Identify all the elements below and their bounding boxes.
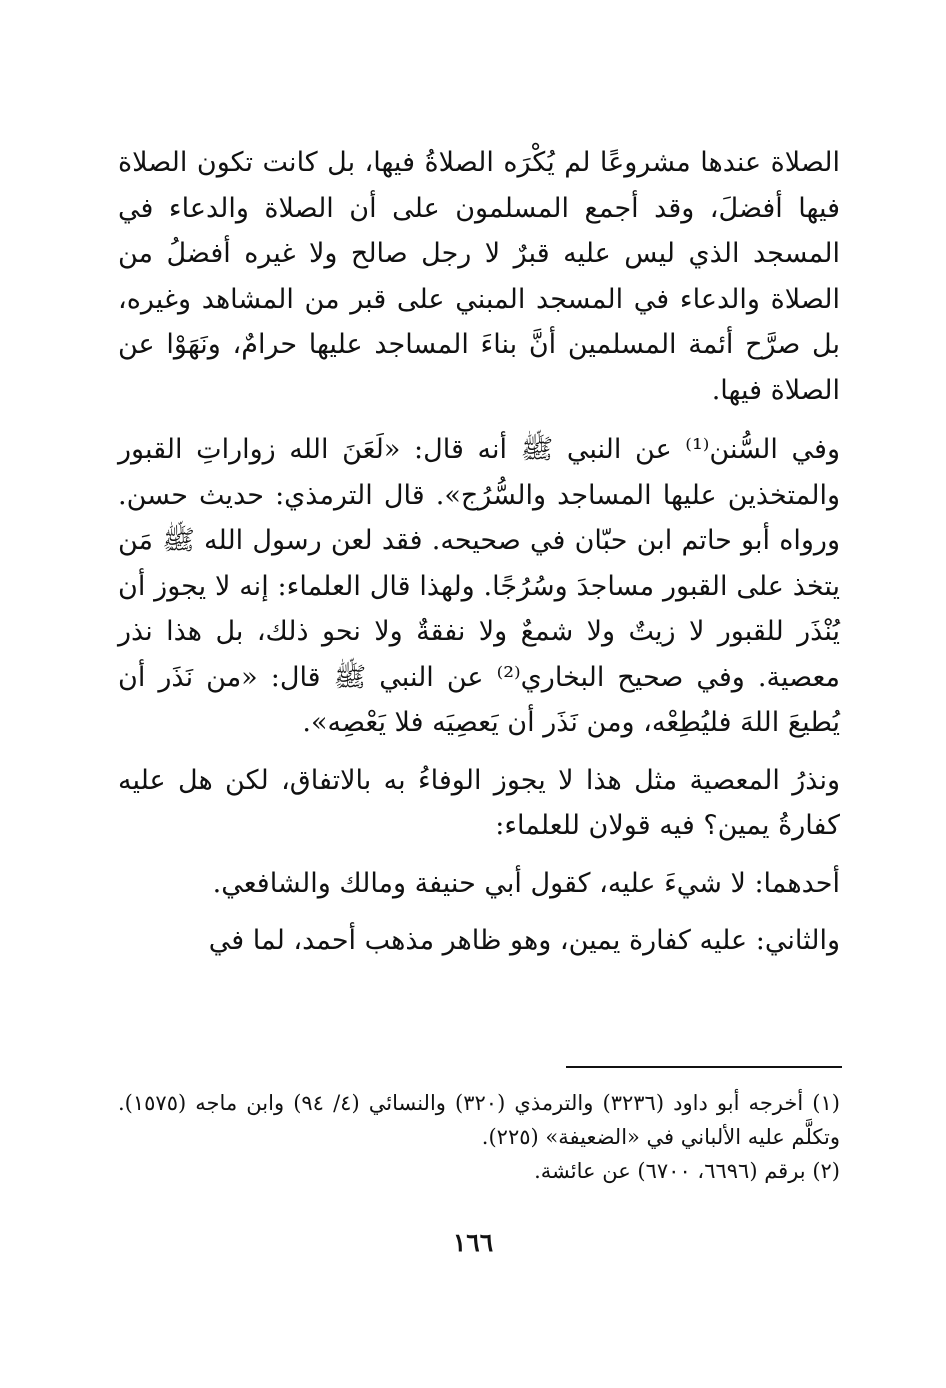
footnote-2: (٢) برقم (٦٦٩٦، ٦٧٠٠) عن عائشة. xyxy=(534,1159,840,1183)
page-number: ١٦٦ xyxy=(452,1228,494,1257)
main-text xyxy=(118,140,840,964)
paragraph-2: وفي السُّنن⁽¹⁾ عن النبي ﷺ أنه قال: «لَعَنَ الله زواراتِ القبور والمتخذين عليها المساجد والسُّرُج». قال الترمذي: حديث حسن. ورواه أبو حاتم ابن حبّان في صحيحه. فقد لعن رسول الله ﷺ مَن يتخذ على القبور مساجدَ وسُرُجًا. ولهذا قال العلماء: إنه لا يجوز أن يُنْذَر للقبور لا زيتٌ ولا شمعٌ ولا نفقةٌ ولا نحو ذلك، بل هذا نذر معصية. وفي صحيح البخاري⁽²⁾ عن النبي ﷺ قال: «من نَذَر أن يُطيعَ اللهَ فليُطِعْه، ومن نَذَر أن يَعصِيَه فلا يَعْصِه». xyxy=(118,434,840,738)
footnotes xyxy=(118,1086,840,1188)
paragraph-1: الصلاة عندها مشروعًا لم يُكْرَه الصلاةُ فيها، بل كانت تكون الصلاة فيها أفضلَ، وقد أجمع المسلمون على أن الصلاة والدعاء في المسجد الذي ليس عليه قبرٌ لا رجل صالح ولا غيره أفضلُ من الصلاة والدعاء في المسجد المبني على قبر من المشاهد وغيره، بل صرَّح أئمة المسلمين أنَّ بناءَ المساجد عليها حرامٌ، ونَهَوْا عن الصلاة فيها. xyxy=(118,147,840,406)
paragraph-4: أحدهما: لا شيءَ عليه، كقول أبي حنيفة ومالك والشافعي. xyxy=(212,867,840,899)
paragraph-3: ونذرُ المعصية مثل هذا لا يجوز الوفاءُ به بالاتفاق، لكن هل عليه كفارةُ يمين؟ فيه قولان للعلماء: xyxy=(118,764,840,841)
footnote-1: (١) أخرجه أبو داود (٣٢٣٦) والترمذي (٣٢٠) والنسائي (٤/ ٩٤) وابن ماجه (١٥٧٥). وتكلَّم عليه الألباني في «الضعيفة» (٢٢٥). xyxy=(118,1091,840,1149)
paragraph-5: والثاني: عليه كفارة يمين، وهو ظاهر مذهب أحمد، لما في xyxy=(208,925,840,956)
footnote-divider xyxy=(566,1066,842,1068)
